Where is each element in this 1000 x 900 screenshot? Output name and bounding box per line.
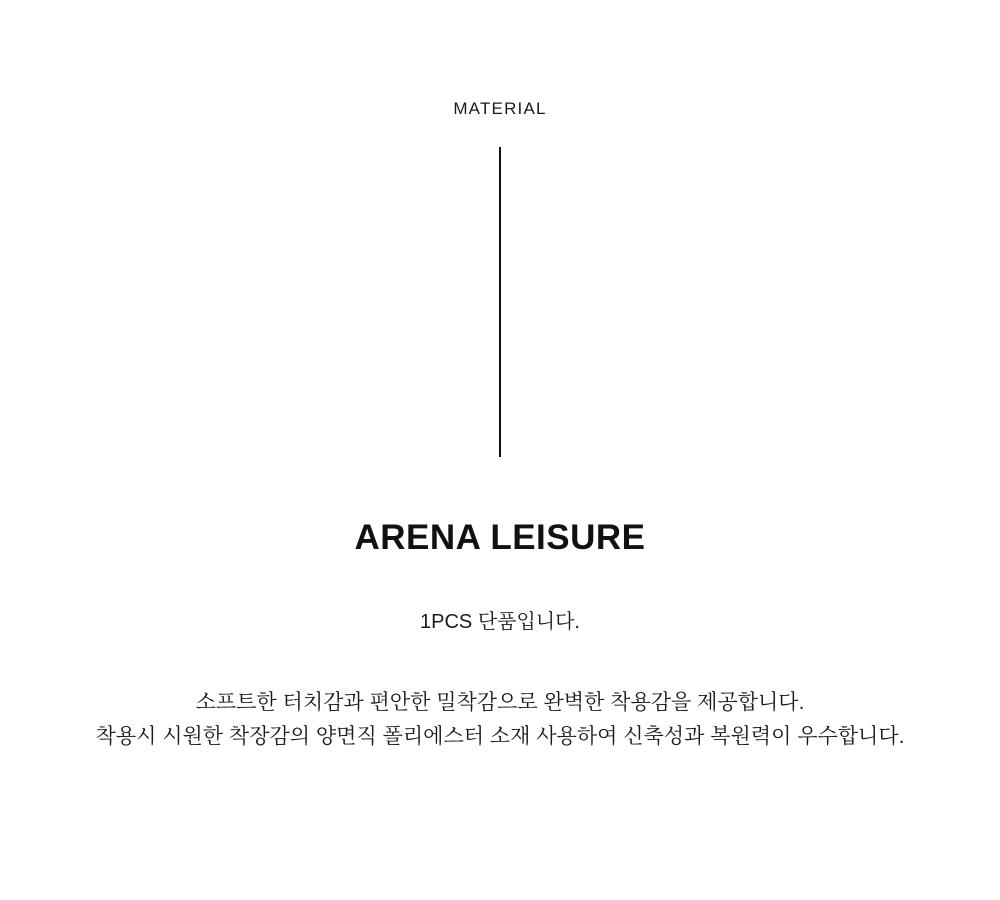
description-block bbox=[0, 686, 1000, 754]
brand-title: ARENA LEISURE bbox=[354, 518, 646, 557]
description-line: 소프트한 터치감과 편안한 밀착감으로 완벽한 착용감을 제공합니다. bbox=[195, 690, 805, 714]
section-label-material: MATERIAL bbox=[453, 99, 547, 118]
description-line: 착용시 시원한 착장감의 양면직 폴리에스터 소재 사용하여 신축성과 복원력이 우수합니다. bbox=[95, 724, 905, 748]
quantity-note: 1PCS 단품입니다. bbox=[420, 610, 580, 633]
vertical-divider bbox=[499, 147, 501, 457]
